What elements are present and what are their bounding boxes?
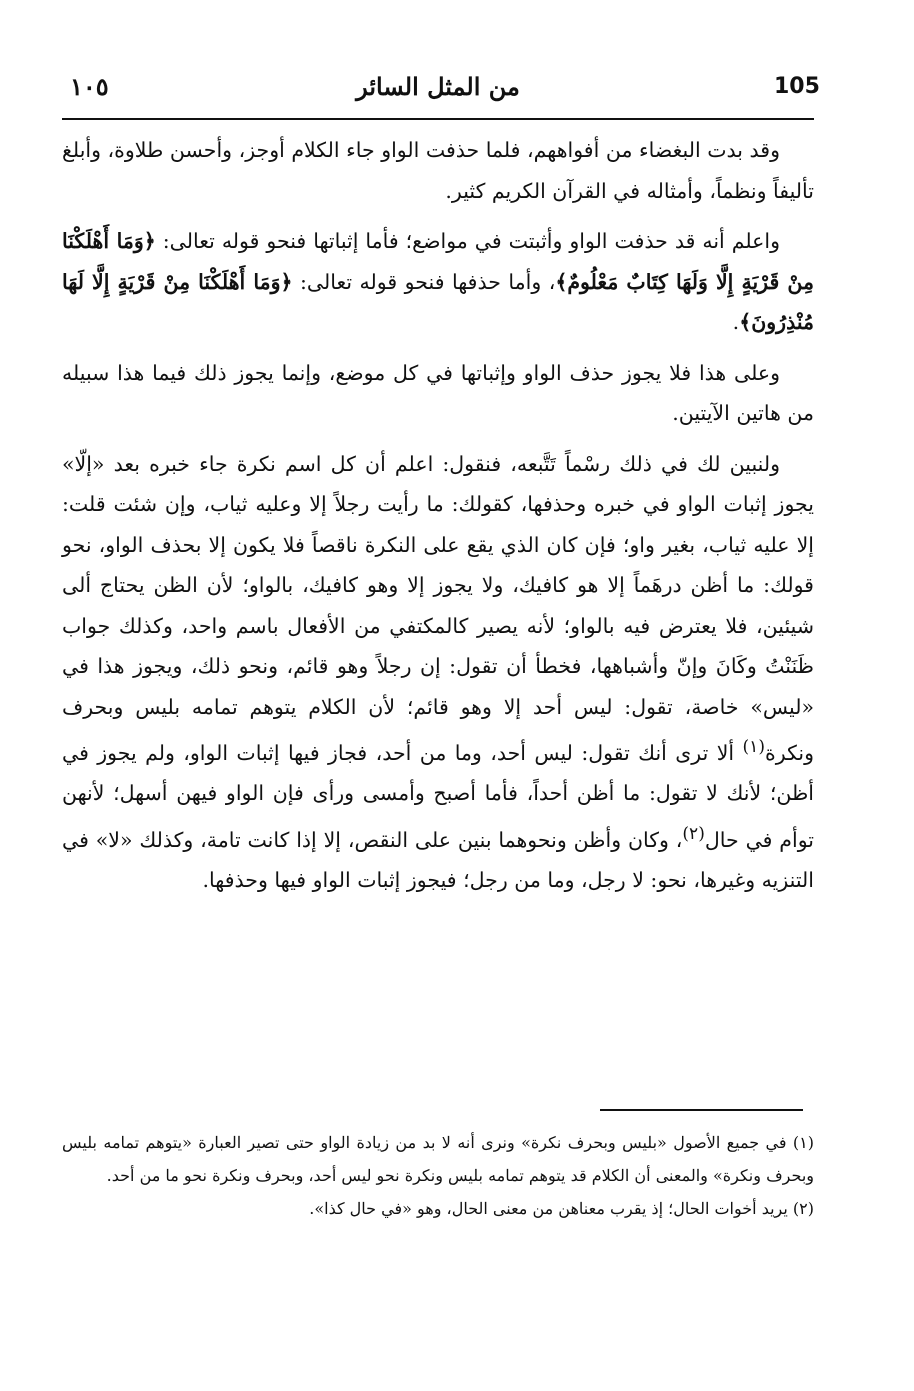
footnotes: [62, 1126, 814, 1225]
paragraph-2-end: .: [732, 310, 740, 334]
footnote-1: (١) في جميع الأصول «بليس وبحرف نكرة» ونرى أنه لا بد من زيادة الواو حتى تصير العبارة «يتوهم تمامه بليس وبحرف ونكرة» والمعنى أن الكلام قد يتوهم تمامه بليس ونكرة نحو ليس أحد، وبحرف ونكرة نحو ما من أحد.: [62, 1133, 814, 1185]
paragraph-4: [62, 444, 814, 901]
main-text: [62, 130, 814, 911]
footnote-ref-2: (٢): [682, 823, 705, 844]
quran-verse-1: ﴿وَمَا أَهْلَكْنَا مِنْ قَرْيَةٍ إِلَّا وَلَهَا كِتَابٌ مَعْلُومٌ﴾: [62, 229, 814, 294]
paragraph-2-intro: واعلم أنه قد حذفت الواو وأثبتت في مواضع؛ فأما إثباتها فنحو قوله تعالى:: [162, 229, 780, 253]
page-header: [62, 70, 820, 110]
paragraph-2-mid: ، وأما حذفها فنحو قوله تعالى:: [299, 269, 556, 294]
page-number-arabic: ١٠٥: [70, 72, 109, 101]
paragraph-3: وعلى هذا فلا يجوز حذف الواو وإثباتها في كل موضع، وإنما يجوز ذلك فيما هذا سبيله من هاتين الآيتين.: [62, 360, 814, 425]
paragraph-2: [62, 221, 814, 343]
paragraph-4-part3: ، وكان وأظن ونحوهما بنين على النقص، إلا إذا كانت تامة، وكذلك «لا» في التنزيه وغيرها، نحو: لا رجل، وما من رجل؛ فيجوز إثبات الواو فيها وحذفها.: [62, 827, 814, 893]
page-number-latin: 105: [774, 74, 820, 99]
footnote-2: (٢) يريد أخوات الحال؛ إذ يقرب معناهن من معنى الحال، وهو «في حال كذا».: [309, 1199, 814, 1218]
header-rule: [62, 118, 814, 120]
paragraph-1: وقد بدت البغضاء من أفواههم، فلما حذفت الواو جاء الكلام أوجز، وأحسن طلاوة، وأبلغ تأليفاً ونظماً، وأمثاله في القرآن الكريم كثير.: [62, 138, 814, 203]
running-title: من المثل السائر: [356, 72, 520, 101]
footnote-rule: [600, 1109, 803, 1111]
quran-verse-2: ﴿وَمَا أَهْلَكْنَا مِنْ قَرْيَةٍ إِلَّا لَهَا مُنْذِرُونَ﴾: [62, 269, 814, 334]
paragraph-4-part1: ولنبين لك في ذلك رسْماً تَتَّبعه، فنقول: اعلم أن كل اسم نكرة جاء خبره بعد «إلّا» يجوز إثبات الواو في خبره وحذفها، كقولك: ما رأيت رجلاً إلا وعليه ثياب، وإن شئت قلت: إلا عليه ثياب، بغير واو؛ فإن كان الذي يقع على النكرة ناقصاً فلا يكون إلا بحذف الواو، نحو قولك: ما أظن درهَماً إلا هو كافيك، ولا يجوز إلا وهو كافيك، بالواو؛ لأن الظن يحتاج ألى شيئين، فلا يعترض فيه بالواو؛ لأنه يصير كالمكتفي من الأفعال باسم واحد، وكذلك جواب ظَنَنْتُ وكَانَ وإنّ وأشباهها، فخطأ أن تقول: إن رجلاً وهو قائم، ونحو ذلك، ويجوز هذا في «ليس» خاصة، تقول: ليس أحد إلا وهو قائم؛ لأن الكلام يتوهم تمامه بليس وبحرف ونكرة: [62, 451, 814, 765]
paragraph-4-part2: ألا ترى أنك تقول: ليس أحد، وما من أحد، فجاز فيها إثبات الواو، ولم يجوز في أظن؛ لأنك لا تقول: ما أظن أحداً، فأما أصبح وأمسى ورأى فإن الواو فيهن أسهل؛ لأنهن توأم في حال: [62, 740, 814, 852]
footnote-ref-1: (١): [742, 737, 766, 757]
